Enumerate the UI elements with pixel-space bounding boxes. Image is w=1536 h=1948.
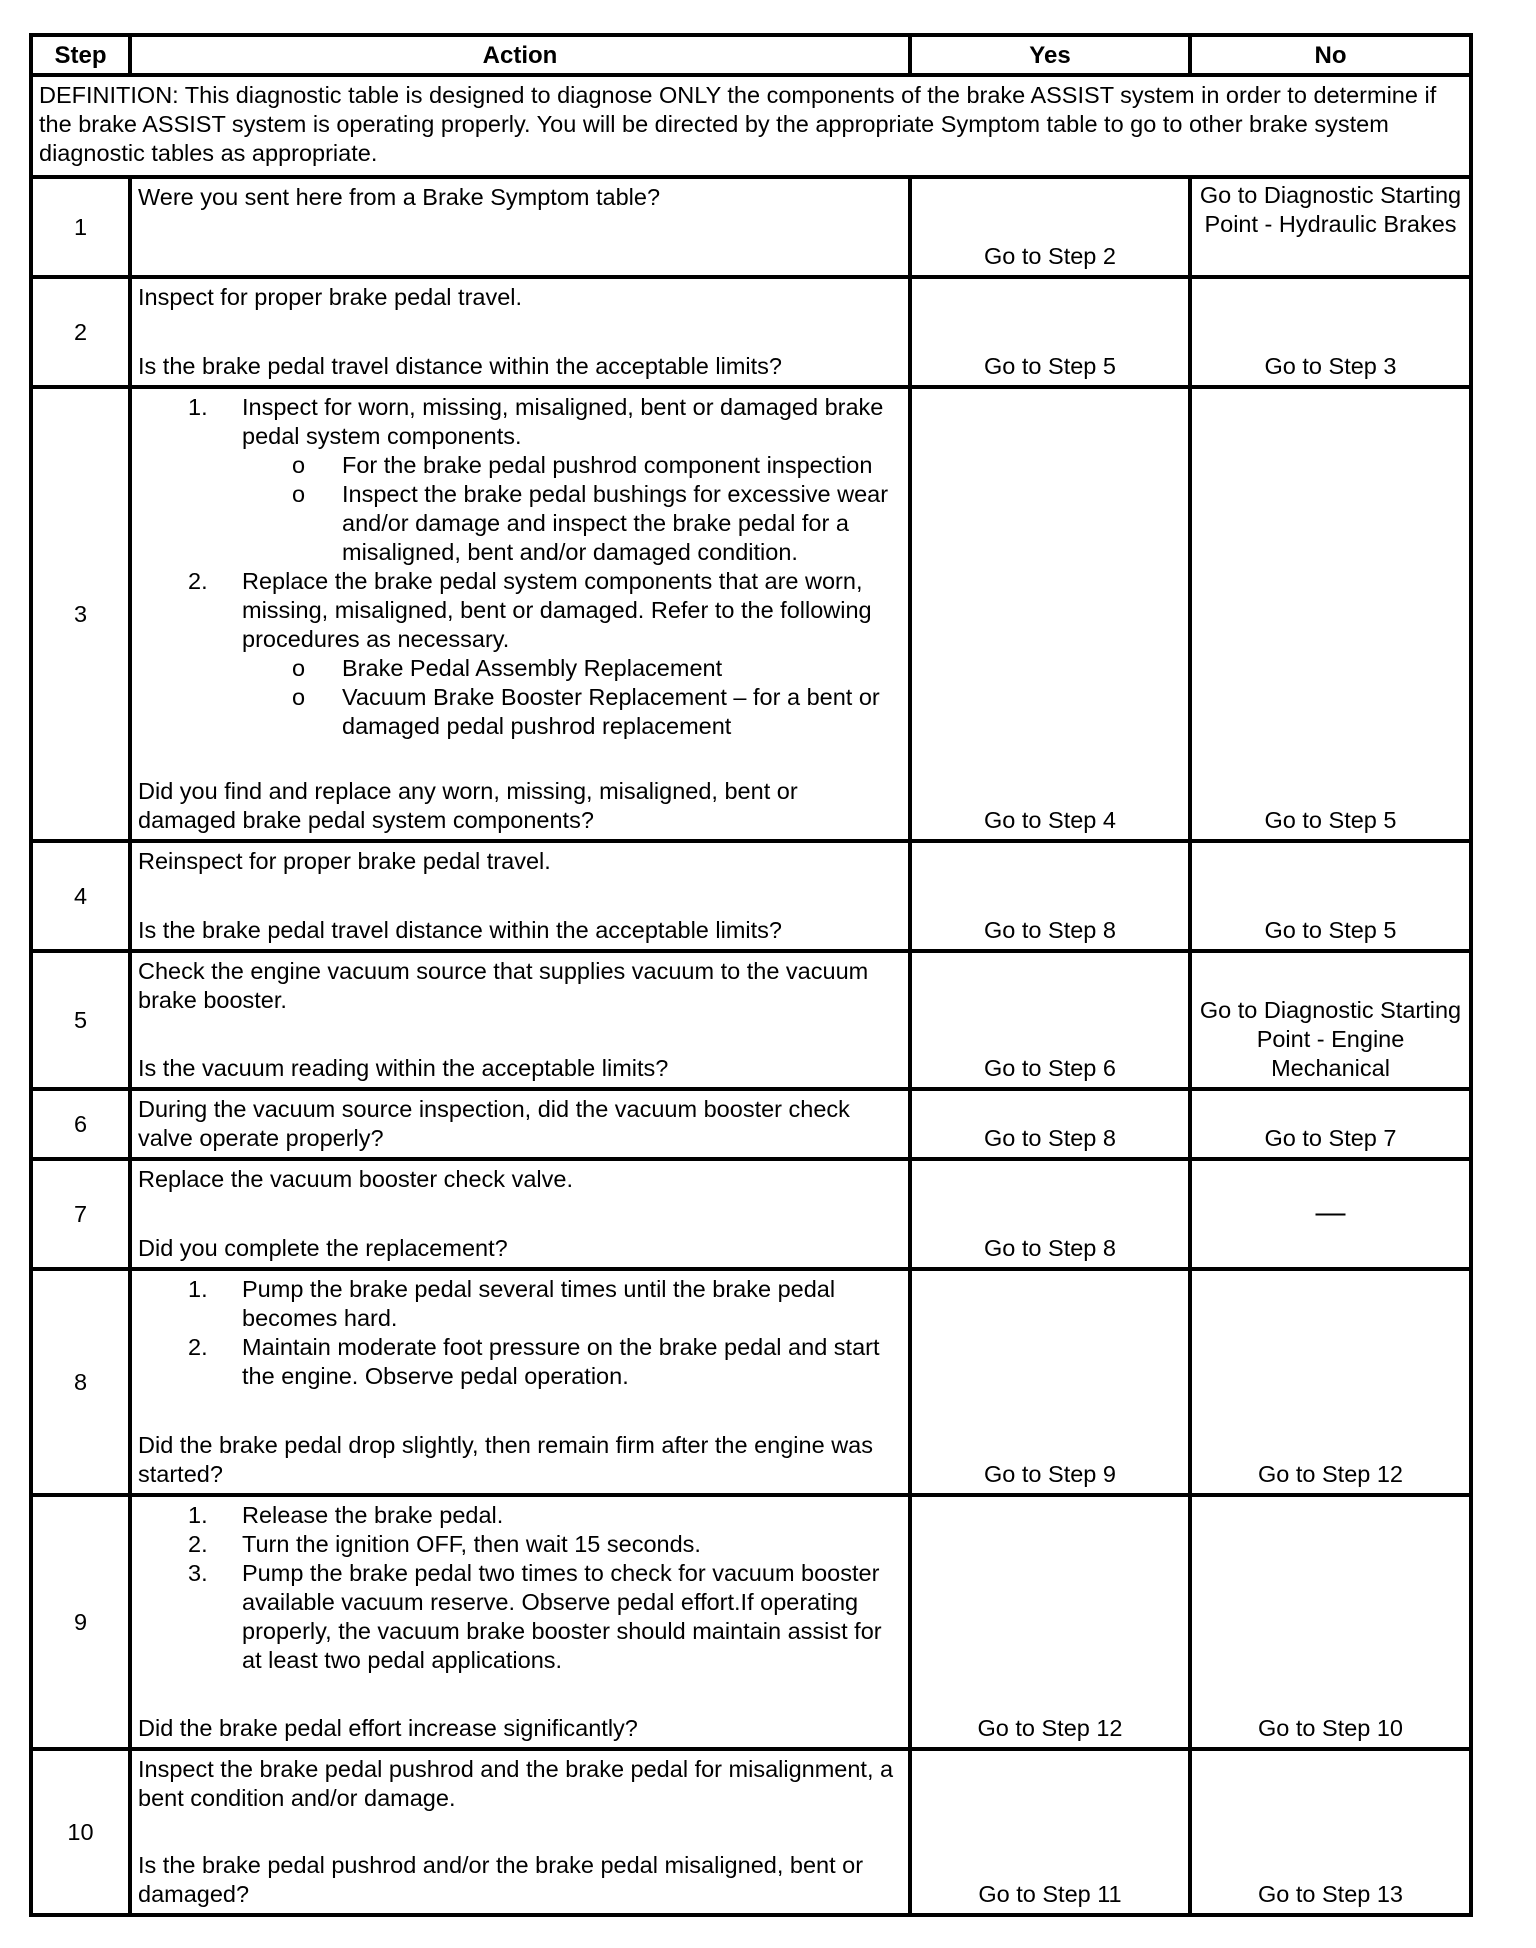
no-cell [1190, 1159, 1471, 1269]
action-cell [130, 841, 910, 951]
table-row [31, 1749, 1471, 1915]
action-text: Inspect for proper brake pedal travel. [138, 284, 523, 310]
action-question: Did the brake pedal drop slightly, then remain firm after the engine was started? [138, 1432, 873, 1487]
action-cell [130, 1159, 910, 1269]
yes-cell: Go to Step 2 [910, 177, 1190, 277]
action-question: Is the vacuum reading within the acceptable limits? [138, 1055, 669, 1081]
step-number: 4 [31, 841, 130, 951]
action-text: Were you sent here from a Brake Symptom table? [138, 184, 661, 210]
action-cell [130, 1269, 910, 1495]
sub-item: o For the brake pedal pushrod component inspection [342, 451, 900, 480]
step-number: 5 [31, 951, 130, 1089]
procedure-item: Pump the brake pedal two times to check for vacuum booster available vacuum reserve. Observe pedal effort.If operating properly, the vacuum brake booster should maintain assist for at least two pedal applications. [242, 1560, 882, 1673]
action-question: Is the brake pedal travel distance within the acceptable limits? [138, 917, 782, 943]
sub-list [242, 451, 900, 567]
action-text: Check the engine vacuum source that supplies vacuum to the vacuum brake booster. [138, 958, 869, 1013]
yes-cell: Go to Step 8 [910, 1159, 1190, 1269]
definition-row [31, 75, 1471, 177]
action-question: Did the brake pedal effort increase significantly? [138, 1715, 638, 1741]
table-row [31, 951, 1471, 1089]
action-cell [130, 1495, 910, 1749]
sub-list [242, 654, 900, 741]
action-text: Inspect the brake pedal pushrod and the brake pedal for misalignment, a bent condition and/or damage. [138, 1756, 894, 1811]
yes-cell: Go to Step 8 [910, 841, 1190, 951]
table-row [31, 1495, 1471, 1749]
step-number: 8 [31, 1269, 130, 1495]
step-number: 1 [31, 177, 130, 277]
procedure-list [138, 1275, 900, 1391]
step-number: 6 [31, 1089, 130, 1159]
procedure-item [242, 567, 900, 741]
yes-cell: Go to Step 4 [910, 387, 1190, 841]
yes-cell: Go to Step 11 [910, 1749, 1190, 1915]
action-question: Is the brake pedal pushrod and/or the brake pedal misaligned, bent or damaged? [138, 1852, 864, 1907]
table-row [31, 177, 1471, 277]
action-cell [130, 277, 910, 387]
yes-cell: Go to Step 12 [910, 1495, 1190, 1749]
header-no: No [1190, 35, 1471, 75]
yes-cell: Go to Step 6 [910, 951, 1190, 1089]
action-cell [130, 951, 910, 1089]
header-row [31, 35, 1471, 75]
table-row [31, 1269, 1471, 1495]
diagnostic-table [29, 33, 1473, 1917]
step-number: 9 [31, 1495, 130, 1749]
no-cell: Go to Step 13 [1190, 1749, 1471, 1915]
action-text: During the vacuum source inspection, did the vacuum booster check valve operate properly? [138, 1096, 850, 1151]
table-row [31, 841, 1471, 951]
table-row [31, 277, 1471, 387]
header-yes: Yes [910, 35, 1190, 75]
step-number: 7 [31, 1159, 130, 1269]
header-action: Action [130, 35, 910, 75]
no-cell: Go to Step 12 [1190, 1269, 1471, 1495]
procedure-item: Release the brake pedal. [242, 1502, 504, 1528]
action-cell [130, 387, 910, 841]
sub-item: o Inspect the brake pedal bushings for excessive wear and/or damage and inspect the brake pedal for a misaligned, bent and/or damaged condition. [342, 480, 900, 567]
table-row [31, 1089, 1471, 1159]
action-text: Replace the vacuum booster check valve. [138, 1166, 573, 1192]
procedure-item: Pump the brake pedal several times until the brake pedal becomes hard. [242, 1276, 836, 1331]
sub-item: o Vacuum Brake Booster Replacement – for a bent or damaged pedal pushrod replacement [342, 683, 900, 741]
step-number: 2 [31, 277, 130, 387]
action-question: Did you find and replace any worn, missing, misaligned, bent or damaged brake pedal system components? [138, 778, 798, 833]
no-cell: Go to Diagnostic Starting Point - Engine Mechanical [1190, 951, 1471, 1089]
step-number: 3 [31, 387, 130, 841]
procedure-item: Maintain moderate foot pressure on the brake pedal and start the engine. Observe pedal operation. [242, 1334, 880, 1389]
sub-item: o Brake Pedal Assembly Replacement [342, 654, 900, 683]
action-cell [130, 177, 910, 277]
procedure-item [242, 393, 900, 567]
procedure-item-text: Replace the brake pedal system components that are worn, missing, misaligned, bent or damaged. Refer to the following procedures as necessary. [242, 568, 872, 652]
no-cell: Go to Diagnostic Starting Point - Hydraulic Brakes [1190, 177, 1471, 277]
yes-cell: Go to Step 5 [910, 277, 1190, 387]
action-cell [130, 1749, 910, 1915]
procedure-list [138, 1501, 900, 1675]
header-step: Step [31, 35, 130, 75]
no-cell: Go to Step 5 [1190, 387, 1471, 841]
no-cell: Go to Step 5 [1190, 841, 1471, 951]
action-text: Reinspect for proper brake pedal travel. [138, 848, 551, 874]
table-row [31, 387, 1471, 841]
no-cell: Go to Step 3 [1190, 277, 1471, 387]
no-cell: Go to Step 7 [1190, 1089, 1471, 1159]
procedure-list [138, 393, 900, 741]
not-applicable-dash: — [1315, 1195, 1346, 1229]
no-cell: Go to Step 10 [1190, 1495, 1471, 1749]
definition-text: DEFINITION: This diagnostic table is designed to diagnose ONLY the components of the brake ASSIST system in order to determine if the brake ASSIST system is operating properly. You will be directed by the appropriate Symptom table to go to other brake system diagnostic tables as appropriate. [31, 75, 1471, 177]
action-question: Did you complete the replacement? [138, 1235, 508, 1261]
step-number: 10 [31, 1749, 130, 1915]
table-row [31, 1159, 1471, 1269]
yes-cell: Go to Step 8 [910, 1089, 1190, 1159]
action-cell [130, 1089, 910, 1159]
yes-cell: Go to Step 9 [910, 1269, 1190, 1495]
procedure-item: Turn the ignition OFF, then wait 15 seconds. [242, 1531, 701, 1557]
action-question: Is the brake pedal travel distance within the acceptable limits? [138, 353, 782, 379]
procedure-item-text: Inspect for worn, missing, misaligned, bent or damaged brake pedal system components. [242, 394, 884, 449]
